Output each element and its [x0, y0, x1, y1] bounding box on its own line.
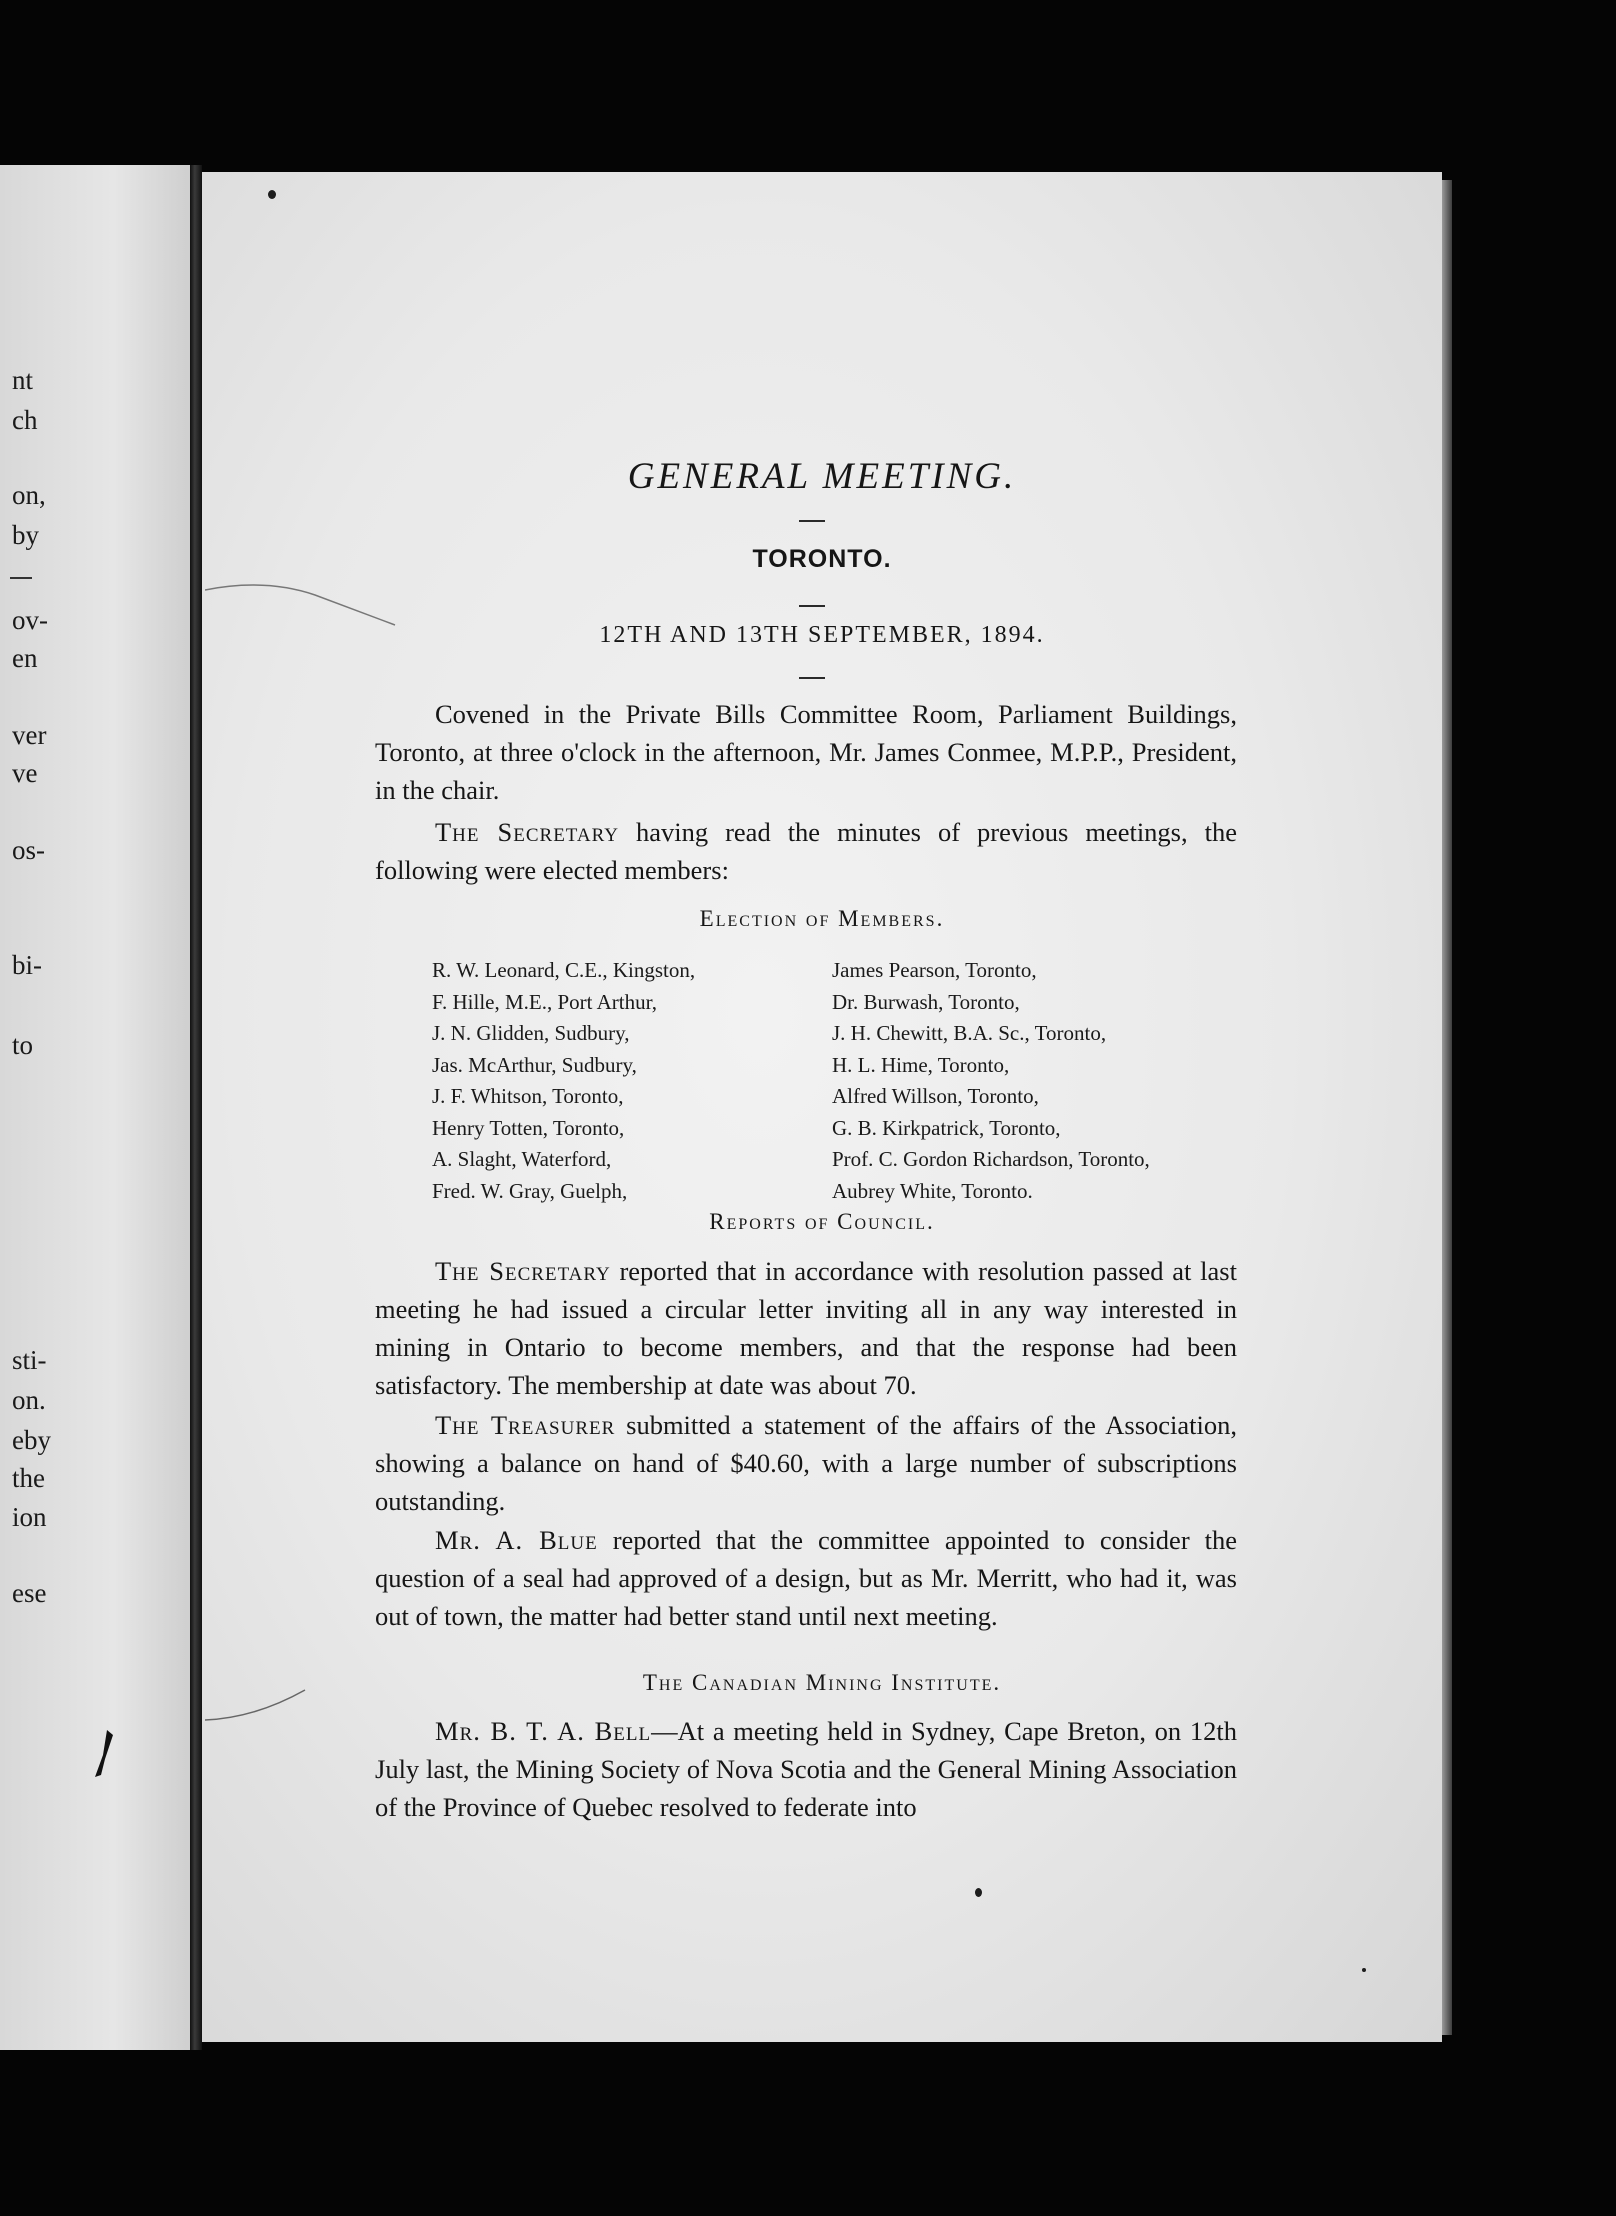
intro-paragraph: Covened in the Private Bills Committee Room, Parliament Buildings, Toronto, at three o'clock in the afternoon, Mr. James Conmee, M.P.P., President, in the chair.	[375, 699, 1237, 805]
paragraph-text: having read the minutes of previous meetings, the following were elected members:	[375, 817, 1237, 885]
member-name: James Pearson, Toronto,	[832, 958, 1037, 982]
divider	[799, 520, 825, 522]
left-page-text: en	[12, 643, 38, 673]
scan-speck	[975, 1888, 982, 1897]
member-name: Fred. W. Gray, Guelph,	[432, 1178, 628, 1203]
members-left-column	[432, 955, 695, 1207]
member-name: Dr. Burwash, Toronto,	[832, 989, 1020, 1014]
left-page-text: os-	[12, 835, 45, 865]
left-page-fragment	[0, 165, 190, 2050]
speaker-name: The Treasurer	[435, 1410, 616, 1440]
speaker-name: Mr. B. T. A. Bell	[435, 1716, 652, 1746]
left-page-text: ch	[12, 405, 38, 435]
section-heading-institute: The Canadian Mining Institute.	[642, 1670, 1002, 1695]
left-page-text: to	[12, 1030, 34, 1060]
member-name: J. N. Glidden, Sudbury,	[432, 1021, 630, 1045]
paragraph-text: reported that the committee appointed to consider the question of a seal had approved of a design, but as Mr. Merritt, who had it, was out of town, the matter had better stand until next meeting.	[375, 1525, 1237, 1631]
left-page-text: ese	[12, 1578, 47, 1608]
paragraph-text: —At a meeting held in Sydney, Cape Breton, on 12th July last, the Mining Society of Nova Scotia and the General Mining Association of the Province of Quebec resolved to federate into	[375, 1716, 1237, 1822]
member-name: G. B. Kirkpatrick, Toronto,	[832, 1115, 1061, 1140]
member-name: Prof. C. Gordon Richardson, Toronto,	[832, 1147, 1150, 1171]
left-page-text: sti-	[12, 1345, 47, 1375]
meeting-location: TORONTO.	[752, 545, 892, 573]
paragraph-text: submitted a statement of the affairs of the Association, showing a balance on hand of $40.60, with a large number of subscriptions outstanding.	[375, 1410, 1237, 1516]
bell-paragraph	[375, 1712, 1237, 1826]
book-spine	[190, 165, 202, 2050]
speaker-name: The Secretary	[435, 1256, 611, 1286]
left-page-text: ov-	[12, 605, 48, 635]
secretary-minutes-paragraph	[375, 813, 1237, 889]
member-name: A. Slaght, Waterford,	[432, 1147, 612, 1171]
divider	[799, 677, 825, 679]
scan-speck	[268, 190, 276, 199]
member-name: J. H. Chewitt, B.A. Sc., Toronto,	[832, 1021, 1107, 1045]
left-page-text: ve	[12, 758, 38, 788]
blue-report-paragraph	[375, 1521, 1237, 1635]
speaker-name: The Secretary	[435, 817, 619, 847]
left-page-text: on,	[12, 480, 46, 510]
left-page-text: ver	[12, 720, 47, 750]
left-page-text: bi-	[12, 950, 42, 980]
member-name: R. W. Leonard, C.E., Kingston,	[432, 958, 696, 982]
left-page-text: on.	[12, 1385, 46, 1415]
speaker-name: Mr. A. Blue	[435, 1525, 598, 1555]
left-page-rule	[10, 577, 32, 579]
left-page-text: eby	[12, 1425, 51, 1455]
section-heading-election: Election of Members.	[699, 906, 945, 931]
member-name: J. F. Whitson, Toronto,	[432, 1084, 624, 1108]
paragraph-text: reported that in accordance with resolution passed at last meeting he had issued a circular letter inviting all in any way interested in mining in Ontario to become members, and that the response had been satisfactory. The membership at date was about 70.	[375, 1256, 1237, 1400]
secretary-report-paragraph	[375, 1252, 1237, 1404]
divider	[799, 605, 825, 607]
member-name: F. Hille, M.E., Port Arthur,	[432, 989, 657, 1014]
left-page-text: by	[12, 520, 39, 550]
member-name: H. L. Hime, Toronto,	[832, 1052, 1010, 1077]
member-name: Alfred Willson, Toronto,	[832, 1084, 1039, 1108]
scan-speck	[1362, 1968, 1366, 1972]
ink-mark-icon	[85, 1725, 125, 1785]
treasurer-report-paragraph	[375, 1406, 1237, 1520]
left-page-text: ion	[12, 1502, 47, 1532]
member-name: Henry Totten, Toronto,	[432, 1115, 625, 1140]
page-edge	[1442, 180, 1452, 2035]
left-page-text: the	[12, 1463, 45, 1493]
members-right-column	[832, 955, 1150, 1207]
member-name: Aubrey White, Toronto.	[832, 1178, 1033, 1203]
member-name: Jas. McArthur, Sudbury,	[432, 1052, 637, 1077]
meeting-date: 12TH AND 13TH SEPTEMBER, 1894.	[599, 622, 1045, 648]
left-page-text: nt	[12, 365, 34, 395]
section-heading-reports: Reports of Council.	[709, 1209, 935, 1234]
page-title: GENERAL MEETING.	[627, 456, 1017, 497]
